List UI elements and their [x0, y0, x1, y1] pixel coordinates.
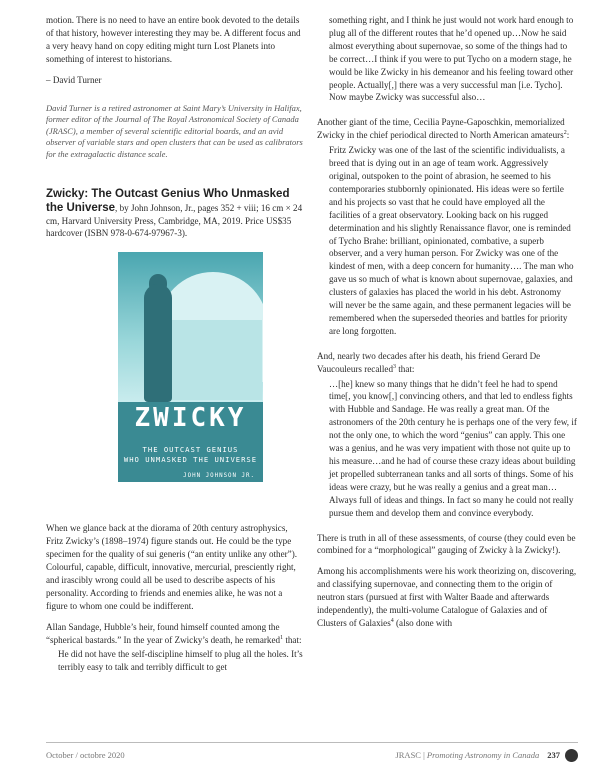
footer-date: October / octobre 2020 — [46, 750, 125, 760]
rasc-logo-icon — [565, 749, 578, 762]
cover-subtitle-1: THE OUTCAST GENIUS — [142, 445, 239, 455]
person-figure — [144, 284, 172, 402]
page-number: 237 — [547, 750, 560, 760]
quote-1-text: He did not have the self-discipline himself to plug all the holes. It’s terribly easy to talk and terribly difficult to get — [58, 649, 303, 673]
quote-3 — [317, 378, 577, 520]
paragraph-7 — [317, 565, 577, 630]
left-column — [46, 14, 306, 674]
review-header — [46, 187, 306, 241]
book-cover-image — [118, 252, 263, 482]
paragraph-5-end: that: — [396, 363, 415, 374]
paragraph-3 — [46, 621, 306, 647]
paragraph-4 — [317, 116, 577, 142]
cover-subtitle-2: WHO UNMASKED THE UNIVERSE — [123, 455, 258, 465]
cover-author: JOHN JOHNSON JR. — [183, 473, 255, 480]
footer-right — [395, 750, 560, 760]
footnote-ref-1: 1 — [280, 634, 284, 641]
footnote-ref-4: 4 — [390, 617, 394, 624]
paragraph-3-end: that: — [283, 634, 302, 645]
right-column — [317, 14, 577, 638]
paragraph-5 — [317, 350, 577, 376]
page-footer — [46, 748, 578, 766]
quote-1-cont — [317, 14, 577, 104]
paragraph-1: motion. There is no need to have an entire book devoted to the details of that history, however interesting they may be. A different focus and a very heavy hand on copy editing might turn Lost Planets into something of interest to historians. — [46, 15, 301, 64]
quote-1-start — [46, 648, 306, 674]
cover-title: ZWICKY — [134, 403, 247, 434]
paragraph-3-text: Allan Sandage, Hubble’s heir, found himself counted among the “spherical bastards.” In the year of Zwicky’s death, he remarked — [46, 621, 281, 645]
paragraph-7-text: Among his accomplishments were his work theorizing on, discovering, and classifying supernovae, and connecting them to the origin of neutron stars (pursued at first with Walter Baade and afterwards independently), the multi-volume Catalogue of Galaxies and of Clusters of Galaxies — [317, 566, 577, 628]
paragraph-4-text: Another giant of the time, Cecilia Payne-Gaposchkin, memorialized Zwicky in the chief periodical directed to North American amateurs — [317, 117, 565, 141]
paragraph-2: When we glance back at the diorama of 20th century astrophysics, Fritz Zwicky’s (1898–1974) figure stands out. He could be the type specimen for the quality of sui generis (“an entity unlike any other”). Colourful, capable, difficult, innovative, mercurial, presciently right, and irascibly wrong could all be used to describe aspects of his personality. According to friends and enemies alike, he was not a figure to whom one could be indifferent. — [46, 523, 298, 611]
signature: – David Turner — [46, 74, 102, 85]
footer-promo: Promoting Astronomy in Canada — [426, 750, 540, 760]
footnote-ref-3: 3 — [393, 363, 396, 370]
quote-2-text: Fritz Zwicky was one of the last of the scientific individualists, a breed that is dying out in an age of team work. Aggressively original, outspoken to the point of abrasion, he seemed to his contemporaries stubbornly opinionated. His ideas were so fertile and his projects so vast that he could have employed all the facilities of a great observatory. Looking back on his rugged determination and his slightly Renaissance flavor, one is reminded of Tycho Brahe: brilliant, opinionated, combative, a superb observer, and a very human person. For Zwicky was one of the kindest of men, with a deep concern for humanity…. The man who gave us so much of what is known about supernovae, galaxies, and clusters of galaxies has placed the world in his debt. Astronomy will never be the same again, and these permanent legacies will be remembered when the superseded theories and battles for priority are long forgotten. — [329, 145, 574, 336]
quote-3-text: …[he] knew so many things that he didn’t feel he had to spend time[, you know[,] convincing others, and that led to endless fights with Hubble and Sandage. He was really a great man. Of the astronomers of the 20th century he is perhaps one of the very few, if not the only one, to which the word “genius” can apply. This one was a genius, and he was very impatient with those not quite up to his measure…and he had of course these crazy ideas about building jet propelled subterranean tanks and all sorts of things. Some of his ideas were crazy, but he was really a genius and a great man…Always full of ideas and things. In fact so many he could not really pursue them and develop them and convince everybody. — [329, 378, 577, 518]
observatory-base — [166, 320, 262, 400]
paragraph-4-end: : — [566, 130, 570, 141]
paragraph-7-end: (also done with — [393, 617, 453, 628]
author-bio: David Turner is a retired astronomer at Saint Mary’s University in Halifax, former editor of the Journal of The Royal Astronomical Society of Canada (JRASC), a member of several scientific editorial boards, and an avid observer of variable stars and open clusters that can be used as calibrators for the extragalactic distance scale. — [46, 102, 303, 159]
paragraph-6: There is truth in all of these assessments, of course (they could even be combined for a “morphological” gauging of Zwicky à la Zwicky!). — [317, 532, 576, 556]
footer-rule — [46, 742, 578, 743]
quote-1-cont-text: something right, and I think he just would not work hard enough to plug all of the different routes that he’d opened up…Now he said almost everything about supernovae, so some of the things had to be correct…I think if you were to put Tycho on a modern stage, he would be like Zwicky in his demeanor and his feeling toward other people. Actually[,] there was a very successful man [i.e. Tycho]. Now maybe Zwicky was successful also… — [329, 15, 574, 103]
review-title: Zwicky: The Outcast Genius Who Unmasked the Universe — [46, 187, 290, 214]
footnote-ref-2: 2 — [563, 130, 567, 137]
footer-journal: JRASC — [395, 750, 421, 760]
footer-separator: | — [420, 750, 427, 760]
review-details: , by John Johnson, Jr., pages 352 + viii; 16 cm × 24 cm, Harvard University Press, Cambridge, MA, 2019. Price US$35 hardcover (ISBN 978-0-674-97967-3). — [46, 202, 303, 239]
paragraph-5-text: And, nearly two decades after his death, his friend Gerard De Vaucouleurs recalled — [317, 350, 541, 374]
quote-2 — [317, 144, 577, 338]
